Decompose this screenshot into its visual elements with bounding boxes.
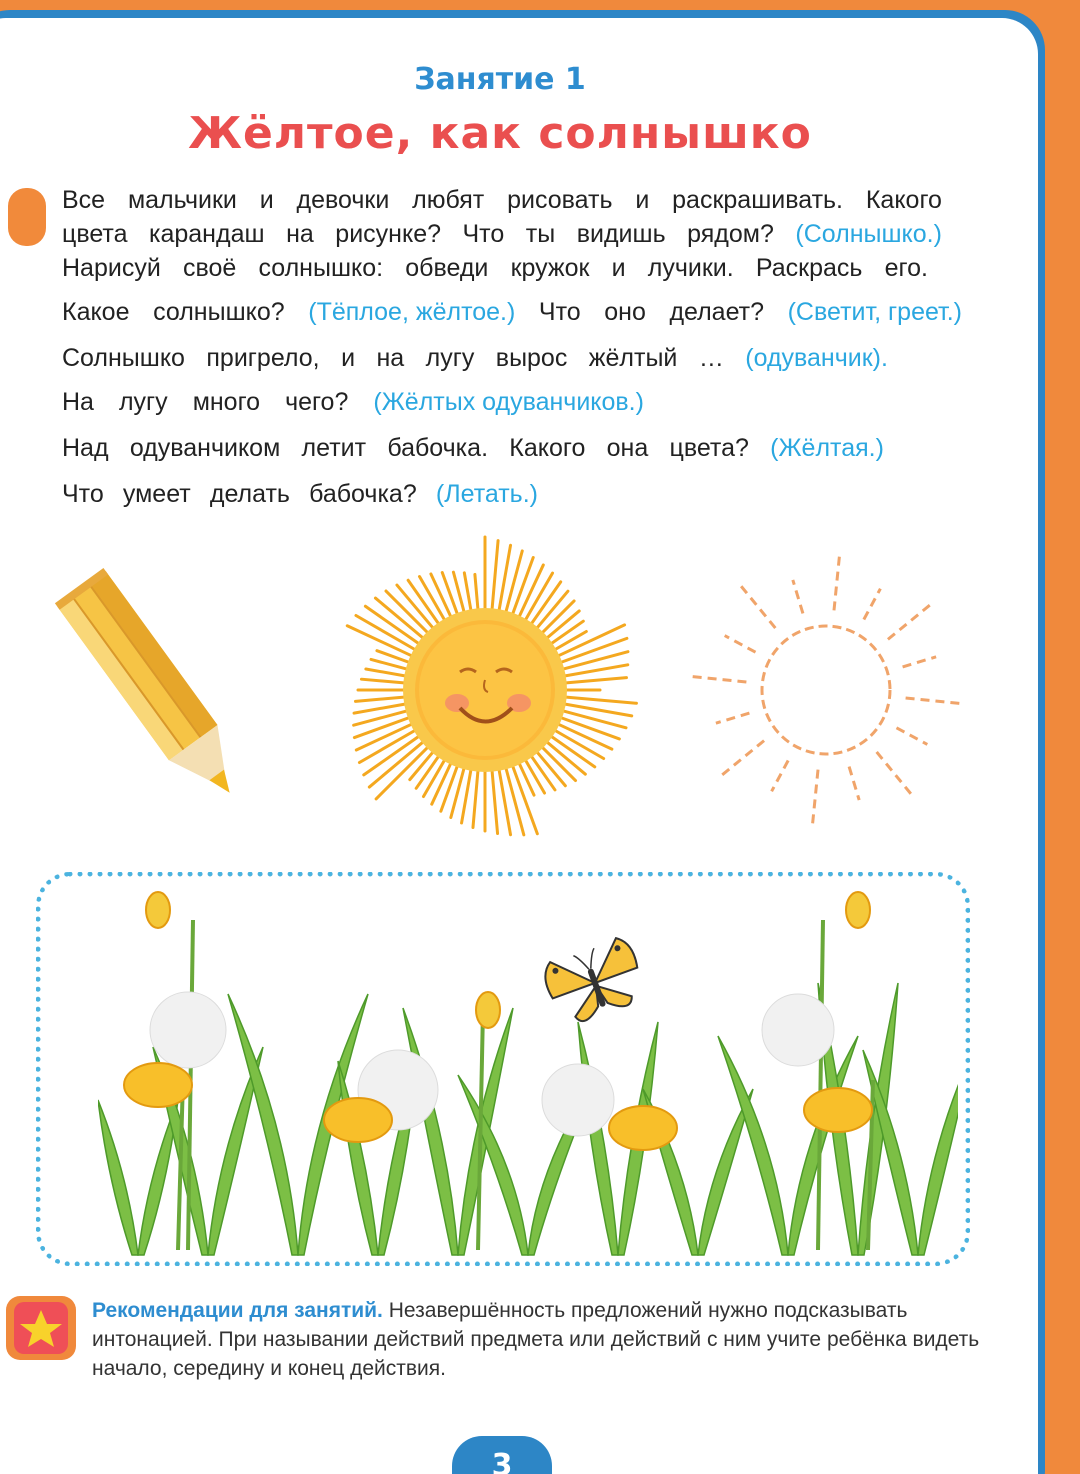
answer-hint: (Светит, греет.) — [787, 298, 962, 326]
word: лугу — [425, 344, 475, 372]
word: оно — [604, 298, 646, 326]
word: мальчики — [127, 186, 237, 214]
lesson-title: Жёлтое, как солнышко — [188, 108, 812, 159]
sun-ray — [366, 669, 406, 676]
dandelion-seed-head — [150, 992, 226, 1068]
word: его. — [884, 254, 928, 282]
sun-ray — [565, 678, 627, 683]
lesson-text — [62, 186, 962, 524]
word: карандаш — [148, 220, 265, 248]
answer-hint: (Тёплое, жёлтое.) — [308, 298, 516, 326]
word: любят — [412, 186, 485, 214]
sun-ray — [473, 770, 478, 828]
word: Солнышко — [62, 344, 185, 372]
dandelion-stem — [818, 920, 823, 1250]
outline-ray — [903, 657, 937, 667]
word: лучики. — [647, 254, 734, 282]
word: ты — [525, 220, 556, 248]
star-icon — [14, 1302, 68, 1354]
text-line-3 — [62, 254, 928, 298]
word: лугу — [118, 388, 168, 416]
answer-hint: (Жёлтая.) — [770, 434, 884, 462]
recommendation-body: Незавершённость предложений нужно подсказывать интонацией. При назывании действий предмета или действий с ним учите ребёнка видеть начало, середину и конец действия. — [92, 1299, 980, 1380]
word: … — [698, 344, 724, 372]
outline-ray — [793, 580, 803, 614]
word: Какого — [865, 186, 942, 214]
sun-ray — [525, 759, 545, 793]
question-line-5 — [62, 480, 538, 524]
sun-ray — [376, 747, 428, 799]
outline-ray — [718, 741, 764, 779]
answer-hint: (Летать.) — [435, 480, 538, 508]
word: Над — [62, 434, 109, 462]
sun-ray — [492, 541, 498, 611]
dandelion-flower — [124, 1063, 192, 1107]
dandelion-bud — [846, 892, 870, 928]
sun-ray — [475, 574, 478, 610]
recommendation-icon — [14, 1302, 68, 1354]
outline-ray — [849, 767, 859, 801]
word: жёлтый — [588, 344, 678, 372]
dandelion-meadow-illustration — [98, 880, 958, 1260]
word: рисунке? — [335, 220, 441, 248]
answer-hint: (Жёлтых одуванчиков.) — [373, 388, 644, 416]
lesson-number: Занятие 1 — [414, 62, 586, 97]
word: на — [376, 344, 405, 372]
dandelion-stem — [178, 1080, 183, 1250]
outline-ray — [812, 770, 818, 830]
outline-ray — [896, 728, 927, 745]
word: и — [611, 254, 626, 282]
sun-ray — [492, 770, 498, 834]
dandelion-seed-head — [542, 1064, 614, 1136]
dandelion-flower — [324, 1098, 392, 1142]
text-line-2 — [62, 220, 942, 254]
word: своё — [182, 254, 237, 282]
word: На — [62, 388, 94, 416]
question-line-1 — [62, 298, 962, 344]
outline-ray — [687, 676, 747, 682]
dandelion-stem — [478, 1010, 483, 1250]
sun-ray — [361, 679, 405, 683]
outline-ray — [716, 713, 750, 723]
word: Что — [538, 298, 581, 326]
word: чего? — [285, 388, 349, 416]
text-line-1 — [62, 186, 942, 220]
word: Раскрась — [755, 254, 863, 282]
word: умеет — [122, 480, 191, 508]
word: видишь — [576, 220, 666, 248]
question-line-4 — [62, 434, 884, 480]
word: на — [286, 220, 314, 248]
word: и — [259, 186, 274, 214]
dandelion-seed-head — [762, 994, 834, 1066]
word: вырос — [495, 344, 568, 372]
bullet-marker — [8, 188, 46, 246]
sun-ray — [464, 573, 471, 611]
answer-hint: (Солнышко.) — [795, 220, 942, 248]
dandelion-flower — [609, 1106, 677, 1150]
word: много — [192, 388, 261, 416]
outline-ray — [877, 752, 915, 798]
word: кружок — [510, 254, 590, 282]
word: Какого — [509, 434, 586, 462]
recommendation-title: Рекомендации для занятий. — [92, 1299, 383, 1322]
dandelion-leaf — [918, 1050, 958, 1255]
word: Что — [62, 480, 104, 508]
page-number: 3 — [491, 1448, 513, 1474]
dandelion-leaf — [98, 1100, 138, 1255]
word: раскрашивать. — [672, 186, 844, 214]
sun-tracing-outline — [680, 540, 980, 850]
outline-ray — [906, 698, 966, 704]
word: Что — [462, 220, 505, 248]
word: она — [606, 434, 649, 462]
sun-ray — [432, 763, 451, 805]
outline-ray — [888, 601, 934, 639]
recommendation-icon-frame — [6, 1296, 76, 1360]
sun-ray — [565, 697, 637, 703]
word: цвета? — [669, 434, 749, 462]
word: бабочка. — [387, 434, 489, 462]
answer-hint: (одуванчик). — [745, 344, 888, 372]
outline-ray — [834, 551, 840, 611]
dandelion-bud — [146, 892, 170, 928]
pencil-illustration — [40, 555, 270, 825]
word: и — [635, 186, 650, 214]
word: бабочка? — [309, 480, 417, 508]
dandelion-leaf — [403, 1008, 458, 1255]
sun-ray — [554, 632, 586, 651]
sun-ray — [355, 697, 405, 701]
word: Какое — [62, 298, 130, 326]
word: пригрело, — [206, 344, 320, 372]
dandelion-flower — [804, 1088, 872, 1132]
word: солнышко: — [258, 254, 384, 282]
word: рисовать — [507, 186, 613, 214]
sun-ray — [410, 751, 434, 779]
outline-ray — [864, 589, 881, 620]
word: и — [341, 344, 356, 372]
word: солнышко? — [153, 298, 285, 326]
recommendation-text — [92, 1296, 982, 1383]
word: одуванчиком — [129, 434, 281, 462]
question-line-3 — [62, 388, 644, 434]
word: делает? — [669, 298, 765, 326]
word: летит — [301, 434, 367, 462]
word: делать — [209, 480, 290, 508]
butterfly-illustration — [540, 928, 650, 1038]
question-line-2 — [62, 344, 888, 388]
dandelion-bud — [476, 992, 500, 1028]
outline-ray — [772, 760, 789, 791]
word: обведи — [405, 254, 489, 282]
outline-ray — [737, 582, 775, 628]
word: рядом? — [687, 220, 774, 248]
word: девочки — [296, 186, 390, 214]
word: Нарисуй — [62, 254, 161, 282]
word: цвета — [62, 220, 128, 248]
word: Все — [62, 186, 106, 214]
outline-ray — [725, 636, 756, 653]
sun-illustration — [320, 530, 650, 850]
